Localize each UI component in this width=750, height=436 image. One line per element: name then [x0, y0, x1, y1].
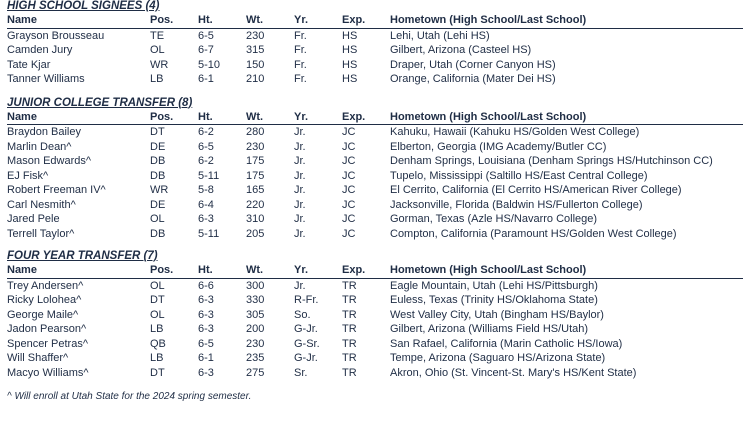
- section-1: [7, 97, 743, 242]
- cell-position: DE: [150, 198, 166, 211]
- cell-weight: 210: [246, 73, 265, 85]
- cell-year: G-Sr.: [294, 337, 320, 350]
- column-header-position: Pos.: [150, 13, 198, 28]
- cell-position: OL: [150, 279, 165, 292]
- cell-hometown: Kahuku, Hawaii (Kahuku HS/Golden West College): [390, 126, 640, 138]
- cell-player-name: Spencer Petras^: [7, 337, 88, 350]
- column-header-year: Yr.: [294, 110, 342, 125]
- cell-player-name: Ricky Lolohea^: [7, 294, 82, 306]
- cell-experience: JC: [342, 213, 356, 225]
- cell-position: LB: [150, 73, 164, 85]
- column-header-height: Ht.: [198, 110, 246, 125]
- cell-height: 6-3: [198, 366, 214, 379]
- column-header-weight: Wt.: [246, 110, 294, 125]
- footnote: ^ Will enroll at Utah State for the 2024 spring semester.: [7, 391, 252, 402]
- cell-hometown: Compton, California (Paramount HS/Golden West College): [390, 227, 677, 240]
- cell-player-name: Terrell Taylor^: [7, 227, 75, 240]
- cell-weight: 330: [246, 294, 265, 306]
- roster-table: [7, 110, 743, 242]
- cell-experience: HS: [342, 58, 358, 71]
- cell-position: OL: [150, 213, 165, 225]
- cell-year: G-Jr.: [294, 323, 318, 335]
- cell-position: WR: [150, 58, 169, 71]
- table-header-row: [7, 13, 743, 28]
- cell-year: Jr.: [294, 213, 306, 225]
- cell-height: 5-10: [198, 58, 221, 71]
- cell-player-name: Mason Edwards^: [7, 155, 92, 167]
- cell-position: DE: [150, 140, 166, 153]
- cell-height: 6-4: [198, 198, 214, 211]
- section-2: [7, 250, 743, 380]
- cell-player-name: Carl Nesmith^: [7, 198, 76, 211]
- cell-experience: HS: [342, 73, 358, 85]
- cell-height: 6-1: [198, 73, 214, 85]
- table-row: [7, 72, 743, 87]
- column-header-player-name: Name: [7, 13, 150, 28]
- cell-year: Jr.: [294, 126, 306, 138]
- cell-experience: TR: [342, 352, 357, 364]
- cell-hometown: Gilbert, Arizona (Casteel HS): [390, 44, 532, 56]
- column-header-weight: Wt.: [246, 13, 294, 28]
- cell-weight: 305: [246, 308, 265, 321]
- roster-table: [7, 13, 743, 87]
- table-row: [7, 125, 743, 140]
- cell-weight: 300: [246, 279, 265, 292]
- table-header-row: [7, 110, 743, 125]
- table-row: [7, 154, 743, 169]
- cell-height: 6-3: [198, 323, 214, 335]
- column-header-position: Pos.: [150, 263, 198, 278]
- cell-experience: HS: [342, 29, 358, 42]
- cell-player-name: Macyo Williams^: [7, 366, 89, 379]
- cell-height: 6-6: [198, 279, 214, 292]
- cell-height: 6-5: [198, 337, 214, 350]
- section-title: JUNIOR COLLEGE TRANSFER (8): [7, 96, 193, 109]
- cell-hometown: San Rafael, California (Marin Catholic HS/Iowa): [390, 337, 623, 350]
- cell-hometown: West Valley City, Utah (Bingham HS/Baylor): [390, 308, 604, 321]
- cell-weight: 280: [246, 126, 265, 138]
- column-header-hometown: Hometown (High School/Last School): [390, 110, 743, 125]
- cell-year: Jr.: [294, 155, 306, 167]
- cell-hometown: Tempe, Arizona (Saguaro HS/Arizona State): [390, 352, 606, 364]
- column-header-position: Pos.: [150, 110, 198, 125]
- cell-year: So.: [294, 308, 311, 321]
- cell-experience: TR: [342, 337, 357, 350]
- cell-hometown: Eagle Mountain, Utah (Lehi HS/Pittsburgh): [390, 279, 598, 292]
- cell-year: Jr.: [294, 169, 306, 182]
- column-header-year: Yr.: [294, 263, 342, 278]
- cell-height: 6-5: [198, 29, 214, 42]
- cell-experience: TR: [342, 323, 357, 335]
- cell-year: Jr.: [294, 198, 306, 211]
- cell-year: Jr.: [294, 140, 306, 153]
- cell-year: Fr.: [294, 73, 307, 85]
- cell-position: WR: [150, 184, 169, 196]
- cell-experience: TR: [342, 308, 357, 321]
- sections: [7, 0, 743, 380]
- cell-player-name: Jared Pele: [7, 213, 60, 225]
- cell-height: 6-3: [198, 308, 214, 321]
- table-row: [7, 28, 743, 43]
- cell-height: 6-7: [198, 44, 214, 56]
- cell-experience: JC: [342, 227, 356, 240]
- cell-year: Jr.: [294, 227, 306, 240]
- cell-player-name: Will Shaffer^: [7, 352, 69, 364]
- cell-player-name: Robert Freeman IV^: [7, 184, 106, 196]
- cell-weight: 310: [246, 213, 265, 225]
- cell-experience: JC: [342, 155, 356, 167]
- cell-weight: 205: [246, 227, 265, 240]
- cell-hometown: Jacksonville, Florida (Baldwin HS/Fullerton College): [390, 198, 643, 211]
- cell-experience: TR: [342, 279, 357, 292]
- table-header-row: [7, 263, 743, 278]
- column-header-hometown: Hometown (High School/Last School): [390, 263, 743, 278]
- cell-experience: JC: [342, 184, 356, 196]
- table-row: [7, 198, 743, 213]
- cell-weight: 235: [246, 352, 265, 364]
- cell-year: Jr.: [294, 184, 306, 196]
- cell-year: Fr.: [294, 44, 307, 56]
- cell-position: DT: [150, 294, 165, 306]
- cell-experience: JC: [342, 126, 356, 138]
- cell-position: QB: [150, 337, 166, 350]
- cell-year: G-Jr.: [294, 352, 318, 364]
- cell-year: Jr.: [294, 279, 306, 292]
- cell-experience: JC: [342, 140, 356, 153]
- column-header-height: Ht.: [198, 263, 246, 278]
- cell-height: 5-11: [198, 227, 220, 240]
- roster-table: [7, 263, 743, 380]
- cell-player-name: Braydon Bailey: [7, 126, 81, 138]
- table-row: [7, 278, 743, 293]
- table-row: [7, 227, 743, 242]
- column-header-height: Ht.: [198, 13, 246, 28]
- table-row: [7, 212, 743, 227]
- cell-hometown: Euless, Texas (Trinity HS/Oklahoma State): [390, 294, 598, 306]
- cell-height: 6-5: [198, 140, 214, 153]
- cell-hometown: Akron, Ohio (St. Vincent-St. Mary's HS/Kent State): [390, 366, 637, 379]
- cell-year: Fr.: [294, 58, 307, 71]
- cell-position: TE: [150, 29, 165, 42]
- table-row: [7, 366, 743, 381]
- cell-year: Sr.: [294, 366, 308, 379]
- cell-player-name: Grayson Brousseau: [7, 29, 105, 42]
- column-header-player-name: Name: [7, 263, 150, 278]
- column-header-hometown: Hometown (High School/Last School): [390, 13, 743, 28]
- table-row: [7, 308, 743, 323]
- cell-height: 6-2: [198, 155, 214, 167]
- table-row: [7, 337, 743, 352]
- cell-player-name: Camden Jury: [7, 44, 73, 56]
- cell-hometown: El Cerrito, California (El Cerrito HS/American River College): [390, 184, 682, 196]
- table-row: [7, 183, 743, 198]
- cell-year: Fr.: [294, 29, 307, 42]
- cell-hometown: Denham Springs, Louisiana (Denham Springs HS/Hutchinson CC): [390, 155, 713, 167]
- cell-player-name: Tanner Williams: [7, 73, 85, 85]
- cell-weight: 230: [246, 140, 265, 153]
- cell-hometown: Lehi, Utah (Lehi HS): [390, 29, 490, 42]
- cell-height: 6-2: [198, 126, 214, 138]
- cell-position: DT: [150, 126, 165, 138]
- cell-weight: 175: [246, 155, 265, 167]
- column-header-year: Yr.: [294, 13, 342, 28]
- table-row: [7, 169, 743, 184]
- column-header-player-name: Name: [7, 110, 150, 125]
- cell-weight: 275: [246, 366, 265, 379]
- column-header-experience: Exp.: [342, 110, 390, 125]
- cell-position: LB: [150, 323, 164, 335]
- cell-weight: 230: [246, 337, 265, 350]
- cell-experience: JC: [342, 198, 356, 211]
- signees-document: [7, 0, 743, 403]
- cell-weight: 220: [246, 198, 265, 211]
- column-header-weight: Wt.: [246, 263, 294, 278]
- cell-player-name: EJ Fisk^: [7, 169, 49, 182]
- cell-hometown: Gorman, Texas (Azle HS/Navarro College): [390, 213, 598, 225]
- cell-experience: TR: [342, 366, 357, 379]
- table-row: [7, 293, 743, 308]
- cell-weight: 315: [246, 44, 265, 56]
- cell-position: OL: [150, 308, 165, 321]
- cell-hometown: Elberton, Georgia (IMG Academy/Butler CC): [390, 140, 607, 153]
- cell-weight: 150: [246, 58, 265, 71]
- cell-position: DB: [150, 227, 166, 240]
- cell-weight: 175: [246, 169, 265, 182]
- section-0: [7, 0, 743, 87]
- cell-height: 6-3: [198, 294, 214, 306]
- cell-player-name: Tate Kjar: [7, 58, 51, 71]
- cell-hometown: Orange, California (Mater Dei HS): [390, 73, 556, 85]
- cell-experience: JC: [342, 169, 356, 182]
- cell-weight: 230: [246, 29, 265, 42]
- cell-height: 6-3: [198, 213, 214, 225]
- cell-height: 5-8: [198, 184, 214, 196]
- cell-height: 5-11: [198, 169, 220, 182]
- section-title: FOUR YEAR TRANSFER (7): [7, 250, 158, 262]
- cell-position: DB: [150, 155, 166, 167]
- section-title: HIGH SCHOOL SIGNEES (4): [7, 0, 160, 12]
- cell-hometown: Tupelo, Mississippi (Saltillo HS/East Central College): [390, 169, 648, 182]
- cell-weight: 165: [246, 184, 265, 196]
- table-row: [7, 140, 743, 155]
- cell-position: LB: [150, 352, 164, 364]
- cell-position: DT: [150, 366, 165, 379]
- cell-height: 6-1: [198, 352, 214, 364]
- cell-player-name: Jadon Pearson^: [7, 323, 87, 335]
- table-row: [7, 322, 743, 337]
- table-row: [7, 43, 743, 58]
- table-row: [7, 351, 743, 366]
- cell-player-name: George Maile^: [7, 308, 79, 321]
- cell-position: DB: [150, 169, 166, 182]
- cell-experience: HS: [342, 44, 358, 56]
- column-header-experience: Exp.: [342, 13, 390, 28]
- cell-hometown: Draper, Utah (Corner Canyon HS): [390, 58, 556, 71]
- cell-weight: 200: [246, 323, 265, 335]
- cell-position: OL: [150, 44, 165, 56]
- column-header-experience: Exp.: [342, 263, 390, 278]
- cell-experience: TR: [342, 294, 357, 306]
- cell-year: R-Fr.: [294, 294, 319, 306]
- table-row: [7, 58, 743, 73]
- cell-player-name: Marlin Dean^: [7, 140, 72, 153]
- cell-hometown: Gilbert, Arizona (Williams Field HS/Utah): [390, 323, 589, 335]
- cell-player-name: Trey Andersen^: [7, 279, 84, 292]
